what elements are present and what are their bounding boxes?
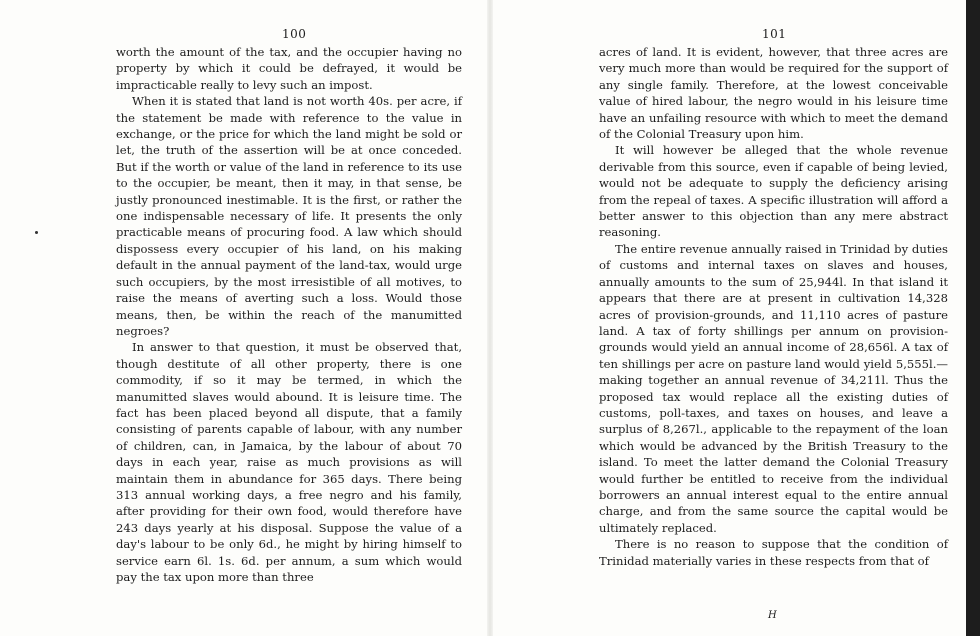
right-paragraph-3: The entire revenue annually raised in Trinidad by duties of customs and internal taxes on slaves and houses, annually amounts to the sum of 25,944l. In that island it appears that there are at present in cultivation 14,328 acres of provision-grounds, and 11,110 acres of pasture land. A tax of forty shillings per annum on provision-grounds would yield an annual income of 28,656l. A tax of ten shillings per acre on pasture land would yield 5,555l.—making together an annual revenue of 34,211l. Thus the proposed tax would replace all the existing duties of customs, poll-taxes, and taxes on houses, and leave a surplus of 8,267l., applicable to the repayment of the loan which would be advanced by the British Treasury to the island. To meet the latter demand the Colonial Treasury would further be entitled to receive from the individual borrowers an annual interest equal to the entire annual charge, and from the same source the capital would be ultimately replaced. [599, 241, 948, 535]
right-paragraph-4: There is no reason to suppose that the condition of Trinidad materially varies in these respects from that of [599, 537, 948, 568]
left-paragraph-2: When it is stated that land is not worth 40s. per acre, if the statement be made with reference to the value in exchange, or the price for which the land might be sold or let, the truth of the assertion will be at once conceded. But if the worth or value of the land in reference to its use to the occupier, be meant, then it may, in that sense, be justly pronounced inestimable. It is the first, or rather the one indispensable necessary of life. It presents the only practicable means of procuring food. A law which should dispossess every occupier of his land, on his making default in the annual payment of the land-tax, would urge such occupiers, by the most irresistible of all motives, to raise the means of averting such a loss. Would those means, then, be within the reach of the manumitted negroes? [116, 94, 462, 338]
right-paragraph-2: It will however be alleged that the whole revenue derivable from this source, even if capable of being levied, would not be adequate to supply the deficiency arising from the repeal of taxes. A specific illustration will afford a better answer to this objection than any mere abstract reasoning. [599, 143, 948, 240]
signature-mark: H [768, 610, 777, 621]
left-paragraph-3: In answer to that question, it must be observed that, though destitute of all other property, there is one commodity, if so it may be termed, in which the manumitted slaves would abound. It is leisure time. The fact has been placed beyond all dispute, that a family consisting of parents capable of labour, with any number of children, can, in Jamaica, by the labour of about 70 days in each year, raise as much provisions as will maintain them in abundance for 365 days. There being 313 annual working days, a free negro and his family, after providing for their own food, would therefore have 243 days yearly at his disposal. Suppose the value of a day's labour to be only 6d., he might by hiring himself to service earn 6l. 1s. 6d. per annum, a sum which would pay the tax upon more than three [116, 340, 462, 584]
right-page-text [599, 44, 948, 569]
left-page-number: 100 [282, 27, 307, 41]
left-paragraph-1: worth the amount of the tax, and the occupier having no property by which it could be defrayed, it would be impracticable really to levy such an impost. [116, 45, 462, 92]
right-paragraph-1: acres of land. It is evident, however, that three acres are very much more than would be required for the support of any single family. Therefore, at the lowest conceivable value of hired labour, the negro would in his leisure time have an unfailing resource with which to meet the demand of the Colonial Treasury upon him. [599, 45, 948, 142]
right-page-number: 101 [762, 27, 787, 41]
left-page-text [116, 44, 462, 585]
right-page [490, 0, 980, 636]
